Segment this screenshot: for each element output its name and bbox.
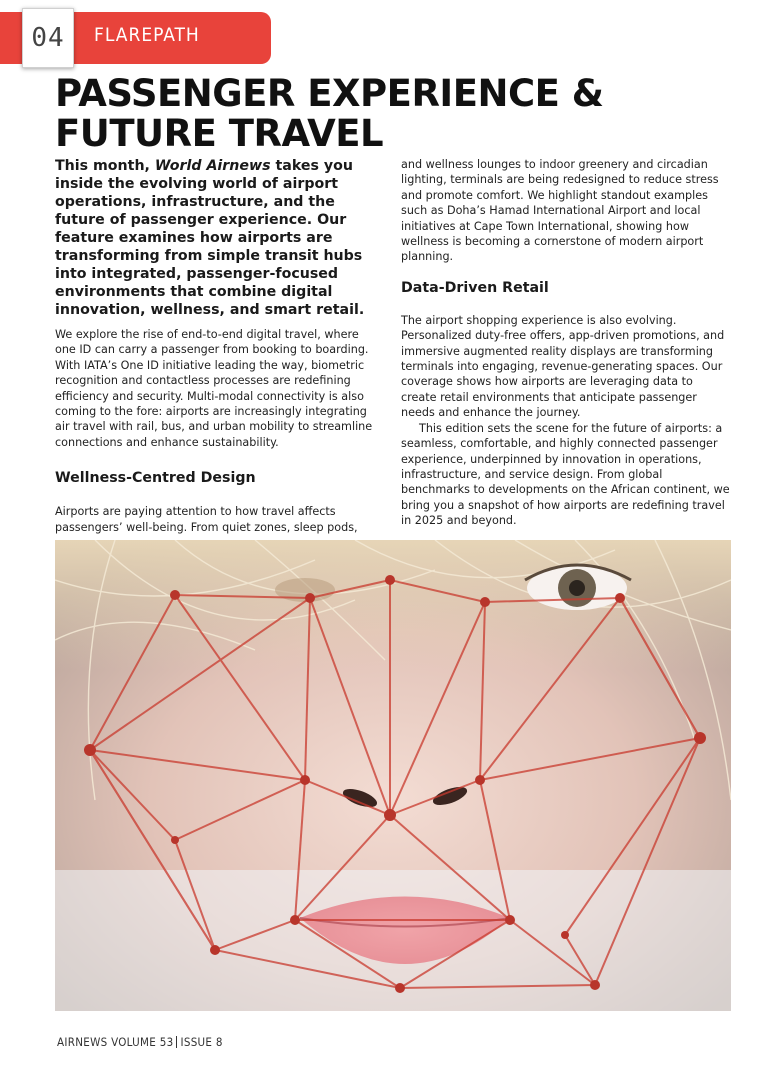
footer-divider: [176, 1036, 177, 1048]
intro-prefix: This month,: [55, 158, 155, 174]
column-left: [55, 157, 383, 535]
section-name: FLAREPATH: [94, 24, 200, 46]
face-recognition-illustration: [55, 540, 731, 1011]
intro-paragraph: [55, 157, 383, 319]
paragraph-retail: The airport shopping experience is also evolving. Personalized duty-free offers, app-driven promotions, and immersive augmented reality displays are transforming terminals into engaging, revenue-generating spaces. Our coverage shows how airports are leveraging data to create retail environments that anticipate passenger needs and enhance the journey.: [401, 313, 725, 420]
publication-name: World Airnews: [154, 158, 271, 174]
page-number-box: [22, 8, 74, 68]
headline-line-1: PASSENGER EXPERIENCE &: [55, 72, 604, 115]
page-footer: [57, 1035, 223, 1049]
column-right: [401, 157, 731, 529]
feature-photo: [55, 540, 731, 1011]
headline-line-2: FUTURE TRAVEL: [55, 112, 384, 155]
paragraph-digital-travel: We explore the rise of end-to-end digital travel, where one ID can carry a passenger from booking to boarding. With IATA’s One ID initiative leading the way, biometric recognition and contactless processes are redefining efficiency and security. Multi-modal connectivity is also coming to the fore: airports are increasingly integrating air travel with rail, bus, and urban mobility to streamline connections and enhance sustainability.: [55, 328, 373, 449]
paragraph-closing: This edition sets the scene for the future of airports: a seamless, comfortable, and highly connected passenger experience, underpinned by innovation in operations, infrastructure, and service design. From global benchmarks to developments on the African continent, we bring you a snapshot of how airports are redefining travel in 2025 and beyond.: [401, 421, 730, 528]
subhead-wellness: Wellness-Centred Design: [55, 470, 256, 487]
intro-suffix: takes you inside the evolving world of airport operations, infrastructure, and the future of passenger experience. Our feature examines how airports are transforming from simple transit hubs into integrated, passenger-focused environments that combine digital innovation, wellness, and smart retail.: [55, 158, 365, 318]
footer-issue: ISSUE 8: [180, 1035, 223, 1049]
page-number: 04: [31, 23, 65, 53]
paragraph-wellness-continued: and wellness lounges to indoor greenery and circadian lighting, terminals are being redesigned to reduce stress and promote comfort. We highlight standout examples such as Doha’s Hamad International Airport and local initiatives at Cape Town International, showing how wellness is becoming a cornerstone of modern airport planning.: [401, 158, 719, 264]
headline: [55, 74, 745, 154]
paragraph-wellness-start: Airports are paying attention to how travel affects passengers’ well-being. From quiet zones, sleep pods,: [55, 505, 358, 534]
footer-volume: AIRNEWS VOLUME 53: [57, 1035, 174, 1049]
subhead-retail: Data-Driven Retail: [401, 279, 549, 296]
